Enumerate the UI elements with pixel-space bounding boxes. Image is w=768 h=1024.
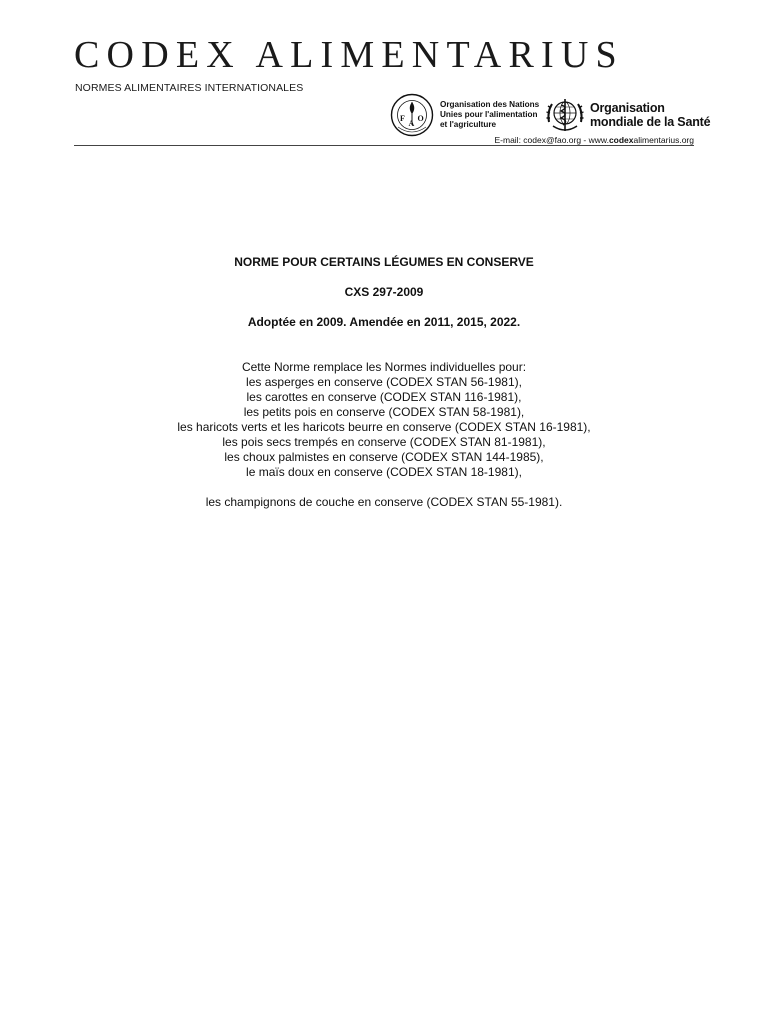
contact-email: E-mail: codex@fao.org - www. bbox=[494, 135, 609, 145]
list-item: les choux palmistes en conserve (CODEX STAN 144-1985), bbox=[224, 450, 544, 464]
contact-domain-rest: alimentarius.org bbox=[633, 135, 694, 145]
document-body bbox=[74, 254, 694, 510]
header-divider bbox=[74, 145, 694, 146]
header-subtitle: NORMES ALIMENTAIRES INTERNATIONALES bbox=[75, 82, 304, 94]
who-name-line-2: mondiale de la Santé bbox=[590, 115, 711, 129]
list-item: les asperges en conserve (CODEX STAN 56-1981), bbox=[246, 375, 522, 389]
list-item-final: les champignons de couche en conserve (CODEX STAN 55-1981). bbox=[205, 495, 563, 509]
fao-emblem-icon bbox=[390, 93, 434, 137]
fao-name bbox=[440, 100, 539, 130]
contact-domain-bold: codex bbox=[608, 135, 634, 145]
contact-line bbox=[494, 135, 694, 145]
fao-name-line-3: et l'agriculture bbox=[440, 120, 497, 129]
who-logo-block bbox=[544, 94, 710, 136]
who-name bbox=[590, 101, 710, 129]
who-name-line-1: Organisation bbox=[590, 101, 665, 115]
fao-logo-block bbox=[390, 94, 539, 136]
fao-name-line-1: Organisation des Nations bbox=[440, 100, 540, 109]
list-item: le maïs doux en conserve (CODEX STAN 18-1981), bbox=[246, 465, 522, 479]
document-adoption-note: Adoptée en 2009. Amendée en 2011, 2015, 2022. bbox=[247, 315, 521, 329]
fao-name-line-2: Unies pour l'alimentation bbox=[440, 110, 538, 119]
document-title: NORME POUR CERTAINS LÉGUMES EN CONSERVE bbox=[234, 255, 534, 269]
document-code: CXS 297-2009 bbox=[344, 285, 424, 299]
header-title: CODEX ALIMENTARIUS bbox=[74, 34, 624, 76]
list-item: les petits pois en conserve (CODEX STAN 58-1981), bbox=[243, 405, 525, 419]
replaced-standards-list bbox=[74, 375, 694, 480]
fao-logo-letter-a: A bbox=[408, 119, 415, 128]
document-intro: Cette Norme remplace les Normes individuelles pour: bbox=[241, 360, 527, 374]
fao-logo-letter-o: O bbox=[417, 114, 424, 123]
fao-logo-letter-f: F bbox=[400, 114, 405, 123]
list-item: les carottes en conserve (CODEX STAN 116-1981), bbox=[246, 390, 522, 404]
list-item: les haricots verts et les haricots beurre en conserve (CODEX STAN 16-1981), bbox=[177, 420, 591, 434]
who-emblem-icon bbox=[544, 94, 586, 136]
list-item: les pois secs trempés en conserve (CODEX STAN 81-1981), bbox=[222, 435, 546, 449]
